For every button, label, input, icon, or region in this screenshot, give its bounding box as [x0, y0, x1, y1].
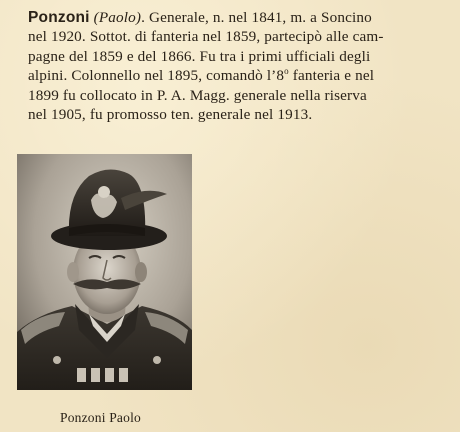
- biography-entry: [28, 8, 448, 124]
- portrait-photo: [17, 154, 192, 390]
- entry-line-5: 1899 fu collocato in P. A. Magg. generale nella riserva: [28, 86, 367, 104]
- entry-text-1: . Generale, n. nel 1841, m. a Soncino: [141, 9, 372, 26]
- ordinal-suffix: o: [284, 66, 289, 77]
- entry-line-6: nel 1905, fu promosso ten. generale nel 1913.: [28, 106, 313, 124]
- entry-line-2: nel 1920. Sottot. di fanteria nel 1859, partecipò alle cam-: [28, 28, 384, 46]
- entry-text-4b: fanteria e nel: [288, 67, 375, 85]
- entry-given-name: (Paolo): [93, 9, 142, 26]
- photo-caption: Ponzoni Paolo: [60, 410, 141, 425]
- entry-line-4: [28, 66, 448, 85]
- entry-line-1: [28, 8, 448, 27]
- entry-surname: Ponzoni: [28, 9, 90, 26]
- entry-line-3: pagne del 1859 e del 1866. Fu tra i primi ufficiali degli: [28, 47, 371, 65]
- portrait-image: [17, 154, 192, 390]
- entry-text-4a: alpini. Colonnello nel 1895, comandò l’8: [28, 67, 285, 85]
